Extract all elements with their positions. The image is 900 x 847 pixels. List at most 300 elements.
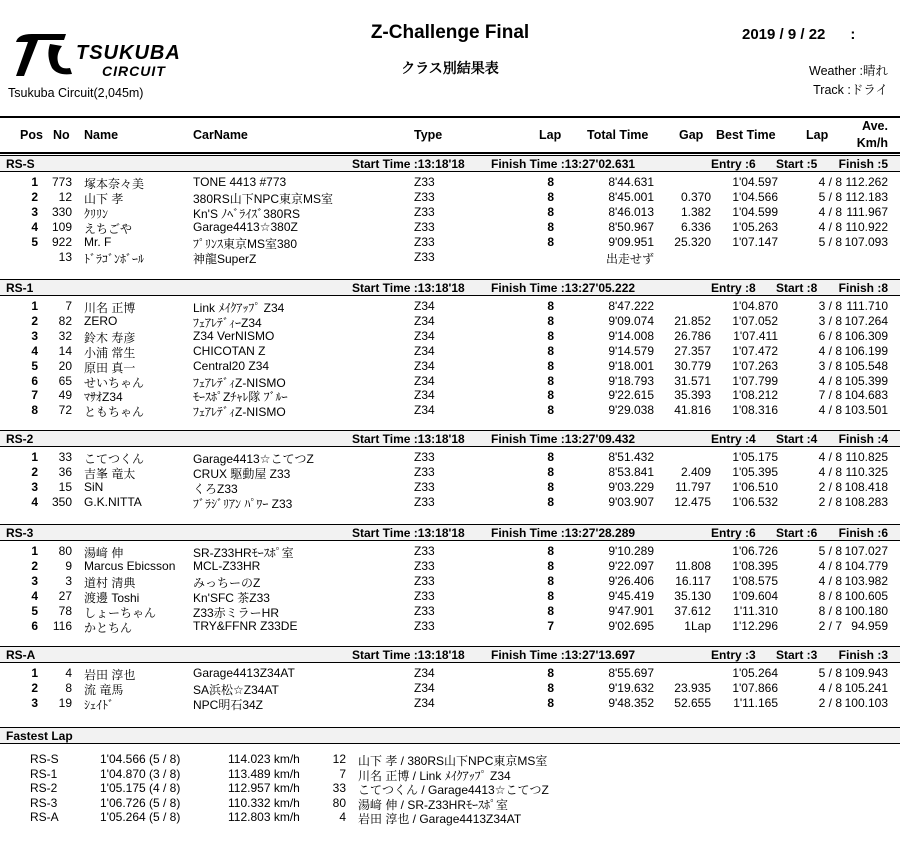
cell-driver: 流 竜馬 xyxy=(84,682,124,697)
cell-car: 神龍SuperZ xyxy=(193,251,257,266)
cell-type: Z34 xyxy=(414,403,435,418)
cell-driver: かとちん xyxy=(84,620,133,635)
cell-car: ﾌﾞﾗｼﾞﾘｱﾝ ﾊﾟﾜｰ Z33 xyxy=(193,496,293,511)
cell-lap: 8 xyxy=(547,464,554,479)
finish-count: Finish :6 xyxy=(838,526,888,540)
entry-count: Entry :3 xyxy=(711,648,756,662)
cell-best-lap: 5 / 8 xyxy=(818,666,842,680)
cell-best-lap: 6 / 8 xyxy=(818,328,842,343)
cell-best-lap: 3 / 8 xyxy=(818,299,842,313)
cell-type: Z33 xyxy=(414,204,435,219)
cell-car: SR-Z33HRﾓｰｽﾎﾟ室 xyxy=(193,546,294,560)
fl-class: RS-3 xyxy=(30,795,58,810)
class-name: RS-2 xyxy=(6,432,34,446)
cell-gap: 21.852 xyxy=(674,313,711,328)
cell-total-time: 8'53.841 xyxy=(608,464,654,479)
cell-best-lap: 4 / 8 xyxy=(818,373,842,388)
cell-ave-speed: 110.825 xyxy=(845,450,888,464)
fl-speed: 113.489 km/h xyxy=(228,766,300,781)
cell-total-time: 9'48.352 xyxy=(608,695,654,710)
cell-pos: 8 xyxy=(31,403,38,418)
cell-pos: 2 xyxy=(31,680,38,695)
page-title: Z-Challenge Final xyxy=(370,22,530,43)
cell-type: Z34 xyxy=(414,680,435,695)
cell-type: Z33 xyxy=(414,573,435,588)
race-date: 2019 / 9 / 22 : xyxy=(742,26,856,43)
cell-driver: 吉峯 竜太 xyxy=(84,466,136,481)
cell-gap: 41.816 xyxy=(674,403,711,418)
cell-driver: えちごや xyxy=(84,221,133,236)
fastest-lap-row xyxy=(0,781,900,796)
cell-car: ﾌﾟﾘﾝｽ東京MS室380 xyxy=(193,236,298,251)
cell-gap: 30.779 xyxy=(674,358,711,373)
cell-type: Z33 xyxy=(414,618,435,633)
cell-no: 32 xyxy=(58,328,72,343)
table-row xyxy=(0,299,900,314)
fl-driver-car: 山下 孝 / 380RS山下NPC東京MS室 xyxy=(358,754,548,768)
cell-car: SA浜松☆Z34AT xyxy=(193,682,279,697)
cell-driver: 山下 孝 xyxy=(84,191,124,206)
cell-ave-speed: 108.418 xyxy=(844,479,888,494)
cell-best-time: 1'04.597 xyxy=(732,175,778,189)
cell-no: 773 xyxy=(51,175,72,189)
cell-gap: 1Lap xyxy=(684,618,711,633)
table-row xyxy=(0,220,900,235)
cell-best-lap: 3 / 8 xyxy=(818,358,842,373)
class-header-rs-2 xyxy=(0,430,900,447)
cell-total-time: 9'22.615 xyxy=(608,388,654,403)
col-type: Type xyxy=(414,128,443,142)
cell-lap: 8 xyxy=(547,175,554,189)
cell-driver: 鈴木 寿彦 xyxy=(84,330,136,345)
fl-driver-car: 湯﨑 伸 / SR-Z33HRﾓｰｽﾎﾟ室 xyxy=(358,797,509,812)
cell-no: 3 xyxy=(65,573,72,588)
cell-type: Z34 xyxy=(414,343,435,358)
cell-type: Z33 xyxy=(414,544,435,558)
cell-car: TRY&FFNR Z33DE xyxy=(193,618,298,633)
cell-total-time: 9'09.074 xyxy=(608,313,654,328)
cell-gap: 27.357 xyxy=(674,343,711,358)
cell-no: 15 xyxy=(58,479,72,494)
cell-car: NPC明石34Z xyxy=(193,697,264,712)
logo-text-tsukuba: TSUKUBA xyxy=(76,42,181,64)
start-time: Start Time :13:18'18 xyxy=(352,432,465,446)
cell-lap: 8 xyxy=(547,695,554,710)
cell-car: Link ﾒｲｸｱｯﾌﾟ Z34 xyxy=(193,301,285,315)
cell-best-time: 1'08.395 xyxy=(732,558,778,573)
cell-gap: 11.808 xyxy=(675,558,711,573)
cell-car: ﾌｪｱﾚﾃﾞｨZ-NISMO xyxy=(193,375,286,390)
cell-driver: Mr. F xyxy=(84,234,112,249)
cell-no: 33 xyxy=(58,450,72,464)
cell-car: CHICOTAN Z xyxy=(193,343,266,358)
cell-car: ﾓｰｽﾎﾟZﾁｬﾚ隊 ﾌﾞﾙｰ xyxy=(193,390,288,405)
cell-gap: 11.797 xyxy=(675,479,711,494)
fl-driver-car: 岩田 淳也 / Garage4413Z34AT xyxy=(358,812,522,827)
fl-lap-time: 1'04.566 (5 / 8) xyxy=(100,752,181,766)
cell-pos: 5 xyxy=(31,234,38,249)
cell-no: 80 xyxy=(58,544,72,558)
cell-gap: 25.320 xyxy=(674,234,711,249)
cell-total-time: 9'22.097 xyxy=(608,558,654,573)
cell-car: Z34 VerNISMO xyxy=(193,328,275,343)
cell-driver: Marcus Ebicsson xyxy=(84,558,176,573)
finish-count: Finish :3 xyxy=(838,648,888,662)
cell-gap: 37.612 xyxy=(674,603,711,618)
fastest-lap-title-bar xyxy=(0,727,900,744)
cell-driver: 原田 真一 xyxy=(84,360,136,375)
start-count: Start :3 xyxy=(776,648,818,662)
cell-type: Z33 xyxy=(414,588,435,603)
entry-count: Entry :6 xyxy=(711,157,756,171)
cell-best-lap: 7 / 8 xyxy=(818,388,842,403)
cell-best-time: 1'07.472 xyxy=(732,343,778,358)
start-count: Start :6 xyxy=(776,526,818,540)
cell-best-time: 1'12.296 xyxy=(732,618,778,633)
cell-lap: 8 xyxy=(547,573,554,588)
cell-pos: 1 xyxy=(31,450,38,464)
cell-total-time: 9'03.229 xyxy=(608,479,654,494)
cell-best-lap: 4 / 8 xyxy=(818,573,842,588)
cell-lap: 8 xyxy=(547,313,554,328)
cell-ave-speed: 100.605 xyxy=(844,588,888,603)
cell-lap: 8 xyxy=(547,343,554,358)
cell-ave-speed: 104.683 xyxy=(844,388,888,403)
cell-driver: 岩田 淳也 xyxy=(84,668,136,682)
table-row xyxy=(0,374,900,389)
finish-time: Finish Time :13:27'13.697 xyxy=(491,648,636,662)
finish-count: Finish :5 xyxy=(838,157,888,171)
cell-total-time: 8'45.001 xyxy=(608,189,654,204)
finish-count: Finish :8 xyxy=(838,281,888,295)
cell-best-lap: 5 / 8 xyxy=(818,234,842,249)
entry-count: Entry :6 xyxy=(711,526,756,540)
cell-total-time: 8'47.222 xyxy=(608,299,654,313)
cell-no: 7 xyxy=(65,299,72,313)
cell-lap: 8 xyxy=(547,588,554,603)
cell-type: Z34 xyxy=(414,666,435,680)
cell-pos: 1 xyxy=(31,666,38,680)
cell-car: くろZ33 xyxy=(193,481,238,496)
fl-car-no: 33 xyxy=(332,781,346,796)
cell-gap: 0.370 xyxy=(680,189,711,204)
cell-driver: SiN xyxy=(84,479,104,494)
cell-ave-speed: 108.283 xyxy=(844,494,888,509)
cell-no: 12 xyxy=(58,189,72,204)
finish-time: Finish Time :13:27'28.289 xyxy=(491,526,636,540)
cell-no: 27 xyxy=(58,588,72,603)
cell-type: Z34 xyxy=(414,299,435,313)
cell-best-lap: 4 / 8 xyxy=(818,403,842,418)
cell-ave-speed: 100.103 xyxy=(844,695,888,710)
circuit-name: Tsukuba Circuit(2,045m) xyxy=(8,86,144,100)
fl-lap-time: 1'06.726 (5 / 8) xyxy=(100,795,181,810)
cell-best-time: 1'05.395 xyxy=(732,464,778,479)
cell-pos: 4 xyxy=(31,494,38,509)
cell-best-lap: 5 / 8 xyxy=(818,189,842,204)
cell-best-lap: 8 / 8 xyxy=(818,603,842,618)
cell-no: 922 xyxy=(51,234,72,249)
cell-total-time: 9'02.695 xyxy=(608,618,654,633)
cell-pos: 3 xyxy=(31,695,38,710)
cell-ave-speed: 107.093 xyxy=(844,234,888,249)
cell-no: 109 xyxy=(51,219,72,234)
cell-no: 65 xyxy=(58,373,72,388)
cell-gap: 35.130 xyxy=(674,588,711,603)
cell-best-time: 1'07.866 xyxy=(732,680,778,695)
table-row xyxy=(0,314,900,329)
cell-lap: 7 xyxy=(547,618,554,633)
cell-driver: ともちゃん xyxy=(84,405,145,420)
cell-type: Z33 xyxy=(414,479,435,494)
cell-driver: ｼｪｲﾄﾞ xyxy=(84,697,115,712)
start-time: Start Time :13:18'18 xyxy=(352,526,465,540)
col-ave: Ave. xyxy=(862,119,888,133)
fl-speed: 110.332 km/h xyxy=(228,795,300,810)
cell-gap: 16.117 xyxy=(675,573,711,588)
cell-type: Z33 xyxy=(414,450,435,464)
class-name: RS-1 xyxy=(6,281,34,295)
start-count: Start :5 xyxy=(776,157,818,171)
class-header-rs-a xyxy=(0,646,900,663)
cell-lap: 8 xyxy=(547,328,554,343)
cell-best-lap: 5 / 8 xyxy=(818,544,842,558)
cell-ave-speed: 105.241 xyxy=(844,680,888,695)
cell-ave-speed: 112.183 xyxy=(845,189,888,204)
cell-total-time: 8'46.013 xyxy=(608,204,654,219)
cell-no: 350 xyxy=(51,494,72,509)
table-row xyxy=(0,465,900,480)
fastest-lap-row xyxy=(0,767,900,782)
cell-no: 14 xyxy=(58,343,72,358)
cell-type: Z34 xyxy=(414,358,435,373)
cell-gap: 31.571 xyxy=(674,373,711,388)
cell-total-time: 出走せず xyxy=(605,251,654,266)
table-row xyxy=(0,175,900,190)
cell-pos: 3 xyxy=(31,573,38,588)
cell-gap: 2.409 xyxy=(680,464,711,479)
cell-lap: 8 xyxy=(547,234,554,249)
fastest-lap-title: Fastest Lap xyxy=(6,729,73,743)
cell-lap: 8 xyxy=(547,450,554,464)
cell-best-lap: 2 / 8 xyxy=(818,494,842,509)
cell-pos: 5 xyxy=(31,603,38,618)
cell-type: Z34 xyxy=(414,328,435,343)
fastest-lap-row xyxy=(0,810,900,825)
start-time: Start Time :13:18'18 xyxy=(352,157,465,171)
cell-driver: せいちゃん xyxy=(84,375,145,390)
page-subtitle: クラス別結果表 xyxy=(401,60,499,76)
cell-gap: 6.336 xyxy=(680,219,711,234)
cell-no: 20 xyxy=(58,358,72,373)
cell-type: Z33 xyxy=(414,189,435,204)
fl-class: RS-A xyxy=(30,810,59,825)
cell-total-time: 9'03.907 xyxy=(608,494,654,509)
cell-no: 13 xyxy=(58,249,72,264)
cell-pos: 3 xyxy=(31,479,38,494)
cell-pos: 2 xyxy=(31,558,38,573)
cell-car: 380RS山下NPC東京MS室 xyxy=(193,191,334,206)
cell-car: TONE 4413 #773 xyxy=(193,175,287,189)
cell-pos: 4 xyxy=(31,219,38,234)
cell-gap: 12.475 xyxy=(674,494,711,509)
cell-pos: 1 xyxy=(31,175,38,189)
cell-lap: 8 xyxy=(547,299,554,313)
cell-best-lap: 2 / 8 xyxy=(818,479,842,494)
cell-pos: 4 xyxy=(31,588,38,603)
cell-pos: 2 xyxy=(31,189,38,204)
cell-lap: 8 xyxy=(547,680,554,695)
start-count: Start :8 xyxy=(776,281,818,295)
finish-time: Finish Time :13:27'02.631 xyxy=(491,157,636,171)
cell-ave-speed: 109.943 xyxy=(844,666,888,680)
table-row xyxy=(0,589,900,604)
cell-driver: G.K.NITTA xyxy=(84,494,142,509)
logo-text-circuit: CIRCUIT xyxy=(102,63,166,79)
cell-car: Central20 Z34 xyxy=(193,358,270,373)
cell-type: Z33 xyxy=(414,494,435,509)
cell-car: Garage4413Z34AT xyxy=(193,666,295,680)
cell-type: Z33 xyxy=(414,464,435,479)
cell-lap: 8 xyxy=(547,479,554,494)
cell-lap: 8 xyxy=(547,388,554,403)
start-time: Start Time :13:18'18 xyxy=(352,281,465,295)
table-row xyxy=(0,574,900,589)
cell-best-lap: 4 / 8 xyxy=(818,464,842,479)
finish-time: Finish Time :13:27'09.432 xyxy=(491,432,636,446)
cell-driver: 渡邊 Toshi xyxy=(84,590,140,605)
fl-car-no: 80 xyxy=(332,795,346,810)
cell-best-time: 1'05.263 xyxy=(732,219,778,234)
cell-no: 78 xyxy=(58,603,72,618)
cell-no: 72 xyxy=(58,403,72,418)
cell-best-time: 1'08.575 xyxy=(732,573,778,588)
cell-car: Garage4413☆こてつZ xyxy=(193,452,314,466)
cell-best-time: 1'04.870 xyxy=(732,299,778,313)
cell-pos: 7 xyxy=(31,388,38,403)
cell-best-time: 1'07.799 xyxy=(732,373,778,388)
cell-ave-speed: 100.180 xyxy=(844,603,888,618)
cell-ave-speed: 110.325 xyxy=(845,464,888,479)
cell-pos: 6 xyxy=(31,373,38,388)
cell-car: Kn'SFC 茶Z33 xyxy=(193,590,270,605)
cell-best-lap: 2 / 7 xyxy=(818,618,842,633)
start-time: Start Time :13:18'18 xyxy=(352,648,465,662)
cell-car: Kn'S ﾉﾍﾞﾗｲｽﾞ380RS xyxy=(193,206,300,221)
cell-gap: 52.655 xyxy=(674,695,711,710)
cell-best-lap: 4 / 8 xyxy=(818,204,842,219)
cell-type: Z33 xyxy=(414,175,435,189)
fl-car-no: 4 xyxy=(339,810,346,825)
cell-pos: 5 xyxy=(31,358,38,373)
cell-total-time: 9'47.901 xyxy=(608,603,654,618)
col-best-time: Best Time xyxy=(716,128,776,142)
cell-ave-speed: 111.710 xyxy=(846,299,888,313)
cell-ave-speed: 105.399 xyxy=(844,373,888,388)
cell-driver: 湯﨑 伸 xyxy=(84,546,124,560)
cell-ave-speed: 94.959 xyxy=(851,618,888,633)
cell-no: 49 xyxy=(58,388,72,403)
cell-gap: 1.382 xyxy=(680,204,711,219)
cell-driver: ﾄﾞﾗｺﾞﾝﾎﾞｰﾙ xyxy=(84,251,145,266)
cell-best-time: 1'08.212 xyxy=(732,388,778,403)
table-row xyxy=(0,666,900,681)
table-row xyxy=(0,235,900,250)
table-row xyxy=(0,190,900,205)
table-row xyxy=(0,681,900,696)
cell-gap: 35.393 xyxy=(674,388,711,403)
cell-no: 9 xyxy=(65,558,72,573)
cell-pos: 2 xyxy=(31,313,38,328)
cell-best-lap: 4 / 8 xyxy=(818,175,842,189)
cell-lap: 8 xyxy=(547,189,554,204)
cell-best-lap: 8 / 8 xyxy=(818,588,842,603)
cell-no: 330 xyxy=(51,204,72,219)
cell-lap: 8 xyxy=(547,603,554,618)
cell-no: 116 xyxy=(52,618,72,633)
cell-total-time: 9'09.951 xyxy=(608,234,654,249)
weather: Weather :晴れ xyxy=(809,64,888,78)
cell-driver: 川名 正博 xyxy=(84,301,136,315)
cell-lap: 8 xyxy=(547,204,554,219)
cell-no: 19 xyxy=(58,695,72,710)
cell-total-time: 8'55.697 xyxy=(608,666,654,680)
table-row xyxy=(0,604,900,619)
cell-best-time: 1'05.264 xyxy=(732,666,778,680)
cell-pos: 1 xyxy=(31,544,38,558)
cell-gap: 23.935 xyxy=(674,680,711,695)
cell-no: 82 xyxy=(58,313,72,328)
cell-pos: 4 xyxy=(31,343,38,358)
cell-total-time: 8'50.967 xyxy=(608,219,654,234)
entry-count: Entry :8 xyxy=(711,281,756,295)
cell-best-lap: 4 / 8 xyxy=(818,558,842,573)
cell-type: Z34 xyxy=(414,388,435,403)
cell-lap: 8 xyxy=(547,666,554,680)
table-row xyxy=(0,388,900,403)
cell-total-time: 9'14.579 xyxy=(608,343,654,358)
table-row xyxy=(0,344,900,359)
fl-lap-time: 1'05.175 (4 / 8) xyxy=(100,781,181,796)
cell-no: 36 xyxy=(58,464,72,479)
table-row xyxy=(0,359,900,374)
cell-type: Z34 xyxy=(414,313,435,328)
cell-best-time: 1'06.726 xyxy=(732,544,778,558)
cell-best-time: 1'06.510 xyxy=(732,479,778,494)
table-row xyxy=(0,559,900,574)
fl-lap-time: 1'04.870 (3 / 8) xyxy=(100,766,181,781)
fastest-lap-row xyxy=(0,752,900,767)
cell-pos: 3 xyxy=(31,204,38,219)
cell-car: MCL-Z33HR xyxy=(193,558,261,573)
table-row xyxy=(0,250,900,265)
class-name: RS-A xyxy=(6,648,36,662)
table-row xyxy=(0,544,900,559)
cell-driver: しょーちゃん xyxy=(84,605,157,620)
cell-best-time: 1'11.165 xyxy=(733,695,778,710)
cell-best-time: 1'07.052 xyxy=(732,313,778,328)
track-condition: Track :ドライ xyxy=(813,83,888,97)
finish-time: Finish Time :13:27'05.222 xyxy=(491,281,636,295)
fl-speed: 114.023 km/h xyxy=(228,752,300,766)
class-name: RS-S xyxy=(6,157,35,171)
cell-type: Z34 xyxy=(414,695,435,710)
cell-best-time: 1'09.604 xyxy=(732,588,778,603)
cell-driver: こてつくん xyxy=(84,452,145,466)
col-best-lap: Lap xyxy=(806,128,829,142)
col-total-time: Total Time xyxy=(587,128,649,142)
cell-driver: 塚本奈々美 xyxy=(84,177,145,191)
